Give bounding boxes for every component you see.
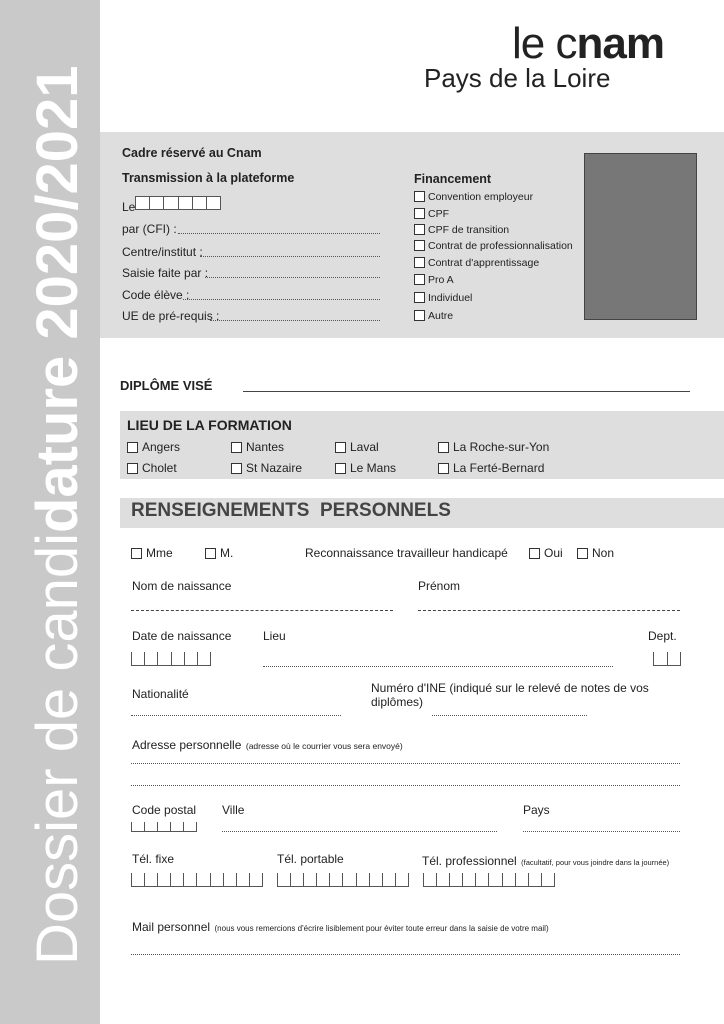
lieu-naissance-label: Lieu: [263, 629, 286, 643]
ville-label: Ville: [222, 803, 245, 817]
tel-pro-note: (facultatif, pour vous joindre dans la journée): [521, 858, 670, 867]
lieu-checkbox[interactable]: [438, 463, 449, 474]
prenom-label: Prénom: [418, 579, 461, 593]
nationalite-label: Nationalité: [132, 687, 189, 701]
diplome-label: DIPLÔME VISÉ: [120, 378, 213, 393]
field-cfi-label: par (CFI) :: [122, 222, 177, 236]
ine-line[interactable]: [432, 715, 587, 716]
lieu-naissance-line[interactable]: [263, 666, 613, 667]
field-le-date-boxes[interactable]: [135, 196, 221, 210]
tel-pro-row: [422, 852, 669, 870]
oui-label: Oui: [544, 546, 563, 560]
pays-line[interactable]: [523, 831, 680, 832]
renseignements-heading: RENSEIGNEMENTS PERSONNELS: [131, 500, 451, 521]
lieu-checkbox[interactable]: [231, 442, 242, 453]
lieu-checkbox[interactable]: [335, 463, 346, 474]
dept-boxes[interactable]: [653, 652, 681, 666]
financement-checkbox[interactable]: [414, 191, 425, 202]
lieu-checkbox[interactable]: [231, 463, 242, 474]
code-postal-label: Code postal: [132, 803, 197, 817]
tel-pro-label: Tél. professionnel: [422, 854, 517, 868]
mail-line[interactable]: [131, 954, 680, 955]
handicap-label: Reconnaissance travailleur handicapé: [305, 546, 508, 560]
financement-option: CPF: [428, 208, 449, 220]
lieu-checkbox[interactable]: [438, 442, 449, 453]
lieu-checkbox[interactable]: [127, 442, 138, 453]
lieu-heading: LIEU DE LA FORMATION: [127, 417, 292, 433]
lieu-option: Nantes: [246, 440, 285, 454]
lieu-checkbox[interactable]: [127, 463, 138, 474]
adresse-line-2[interactable]: [131, 785, 680, 786]
mme-label: Mme: [146, 546, 173, 560]
ine-label: Numéro d'INE (indiqué sur le relevé de notes de vos diplômes): [371, 681, 649, 709]
field-cfi-line[interactable]: [178, 233, 380, 234]
field-saisie-line[interactable]: [205, 277, 380, 278]
nationalite-line[interactable]: [131, 715, 341, 716]
field-ue-label: UE de pré-requis :: [122, 309, 220, 323]
nom-naissance-line[interactable]: [131, 610, 393, 611]
pays-label: Pays: [523, 803, 550, 817]
tel-fixe-label: Tél. fixe: [132, 852, 175, 866]
tel-portable-label: Tél. portable: [277, 852, 344, 866]
field-code-eleve-label: Code élève :: [122, 288, 190, 302]
adresse-label: Adresse personnelle: [132, 738, 242, 752]
lieu-option: St Nazaire: [246, 461, 303, 475]
financement-heading: Financement: [414, 172, 492, 186]
financement-option: CPF de transition: [428, 224, 510, 236]
financement-checkbox[interactable]: [414, 310, 425, 321]
date-naissance-label: Date de naissance: [132, 629, 232, 643]
financement-option: Pro A: [428, 274, 454, 286]
field-saisie-label: Saisie faite par :: [122, 266, 209, 280]
m-label: M.: [220, 546, 234, 560]
lieu-option: Laval: [350, 440, 379, 454]
field-centre-line[interactable]: [200, 256, 380, 257]
cadre-heading: Cadre réservé au Cnam: [122, 146, 262, 160]
logo-region: Pays de la Loire: [424, 63, 611, 93]
field-le-label: Le: [122, 200, 136, 214]
financement-option: Individuel: [428, 292, 473, 304]
photo-placeholder: [584, 153, 697, 320]
transmission-heading: Transmission à la plateforme: [122, 171, 295, 185]
financement-checkbox[interactable]: [414, 257, 425, 268]
tel-pro-boxes[interactable]: [423, 873, 555, 887]
non-checkbox[interactable]: [577, 548, 588, 559]
financement-option: Convention employeur: [428, 191, 534, 203]
non-label: Non: [592, 546, 615, 560]
cnam-logo: le cnam: [512, 19, 664, 68]
financement-checkbox[interactable]: [414, 208, 425, 219]
adresse-row: [132, 736, 403, 754]
lieu-option: Le Mans: [350, 461, 397, 475]
financement-checkbox[interactable]: [414, 240, 425, 251]
ville-line[interactable]: [222, 831, 497, 832]
financement-option: Contrat de professionnalisation: [428, 240, 573, 252]
svg-text:Dossier de candidature 2020/20: [25, 65, 90, 965]
mail-row: [132, 918, 549, 936]
lieu-option: Angers: [142, 440, 181, 454]
dept-label: Dept.: [648, 629, 677, 643]
nom-naissance-label: Nom de naissance: [132, 579, 232, 593]
field-code-eleve-line[interactable]: [183, 299, 380, 300]
financement-checkbox[interactable]: [414, 292, 425, 303]
sidebar-title-light: Dossier de candi: [25, 533, 90, 965]
diplome-line[interactable]: [243, 391, 690, 392]
financement-option: Contrat d'apprentissage: [428, 257, 540, 269]
mail-note: (nous vous remercions d'écrire lisiblement pour éviter toute erreur dans la saisie de votre mail): [214, 924, 549, 933]
date-naissance-boxes[interactable]: [131, 652, 211, 666]
financement-checkbox[interactable]: [414, 224, 425, 235]
adresse-note: (adresse où le courrier vous sera envoyé): [245, 741, 403, 751]
lieu-option: La Ferté-Bernard: [453, 461, 545, 475]
tel-fixe-boxes[interactable]: [131, 873, 263, 887]
lieu-option: Cholet: [142, 461, 177, 475]
code-postal-boxes[interactable]: [131, 822, 197, 832]
financement-checkbox[interactable]: [414, 274, 425, 285]
adresse-line-1[interactable]: [131, 763, 680, 764]
mme-checkbox[interactable]: [131, 548, 142, 559]
prenom-line[interactable]: [418, 610, 680, 611]
mail-label: Mail personnel: [132, 920, 211, 934]
field-ue-line[interactable]: [210, 320, 380, 321]
financement-option: Autre: [428, 310, 454, 322]
tel-portable-boxes[interactable]: [277, 873, 409, 887]
lieu-option: La Roche-sur-Yon: [453, 440, 550, 454]
oui-checkbox[interactable]: [529, 548, 540, 559]
m-checkbox[interactable]: [205, 548, 216, 559]
lieu-checkbox[interactable]: [335, 442, 346, 453]
field-centre-label: Centre/institut :: [122, 245, 203, 259]
sidebar-title-bold: dature 2020/2021: [25, 65, 90, 533]
sidebar-title: [0, 0, 100, 1024]
